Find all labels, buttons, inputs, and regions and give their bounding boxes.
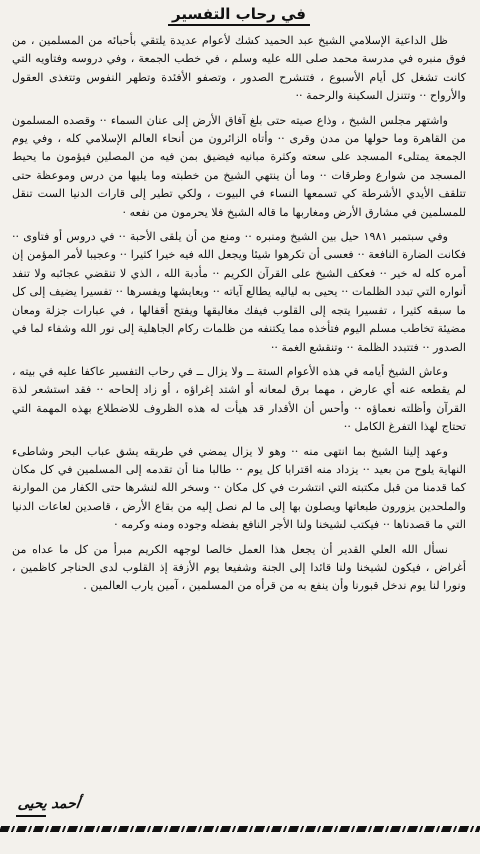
dashed-divider — [0, 826, 480, 832]
signature-underline — [16, 815, 46, 817]
page-title: في رحاب التفسير — [168, 5, 310, 26]
paragraph: ظل الداعية الإسلامي الشيخ عبد الحميد كشك لأعوام عديدة يلتقي بأحبائه من المسلمين ، من فوق منبره في مدرسة محمد صلى الله عليه وسلم ، في خطب الجمعة ، وفي دروسه وفتاويه التي كانت تشغل كل أيام الأسبوع ، فتنشرح الصدور ، وتصفو الأفئدة وتطهر النفوس وتتغذى العقول والأرواح ·· وتتنزل السكينة والرحمة ·· — [12, 34, 466, 103]
paragraph: وعاش الشيخ أيامه في هذه الأعوام الستة ــ ولا يزال ــ في رحاب التفسير عاكفا عليه في بيته ، لم يقطعه عنه أي عارض ، مهما برق لمعانه أو اشتد إغراؤه ، أو زاد إلحاحه ·· فقد استشعر لذة القرآن وأظلته نعماؤه ·· وأحس أن الأقدار قد هيأت له هذه الظروف للاضطلاع بهذه المهمة التي تحتاج لهذا التفرغ الكامل ·· — [12, 364, 466, 434]
paragraph: واشتهر مجلس الشيخ ، وذاع صيته حتى بلغ آفاق الأرض إلى عنان السماء ·· وقصده المسلمون من القاهرة وما حولها من مدن وقرى ·· وأتاه الزائرون من أنحاء العالم الإسلامي كله ، وفي يوم الجمعة يمتلىء المسجد على سعته وكثرة مبانيه فيضيق بمن فيه من المصلين فيؤمون ما يحيط المسجد من شوارع وطرقات ·· وما أن ينتهي الشيخ من خطبته وما يليها من درس وموعظة حتى تتلقف الأيدي الأشرطة كي تسمعها النساء في البيوت ، ولكي تطير إلى قارات الدنيا الست تنقل للمسلمين في مشارق الأرض ومغاربها ما قاله الشيخ فلا يحرمون من نفعه · — [12, 113, 466, 219]
paragraph: وعهد إلينا الشيخ بما انتهى منه ·· وهو لا يزال يمضي في طريقه يشق عباب البحر وشاطىء النهاية يلوح من بعيد ·· يزداد منه اقترابا كل يوم ·· طالبا منا أن تقدمه إلى المسلمين في كل مكان كما قدمنا من قبل مكتبته التي انتشرت في كل مكان ·· وسخر الله لنشرها حتى الكفار من الموارنة والملحدين يزورون طبعاتها ويصلون بها إلى ما لم نصل إليه من بقاع الأرض ، قاصدين لعاعات الدنيا التي ما قصدناها ·· فيكتب لشيخنا ولنا الأجر النافع بفضله وجوده ومنه وكرمه · — [12, 444, 466, 532]
paragraph: نسأل الله العلي القدير أن يجعل هذا العمل خالصا لوجهه الكريم مبرأ من كل ما عداه من أغراض ، فيكون لشيخنا ولنا قائدا إلى الجنة وشفيعا يوم الأزفة إذ القلوب لدى الحناجر كاظمين ، ونورا لنا يوم ندخل قبورنا وأن ينفع به من قرأه من المسلمين ، آمين يارب العالمين . — [12, 542, 466, 593]
article-body — [12, 32, 466, 596]
author-signature: أحمد يحيى — [16, 796, 81, 812]
paragraph: وفي سبتمبر ١٩٨١ حيل بين الشيخ ومنبره ·· ومنع من أن يلقى الأحبة ·· في دروس أو فتاوى ·· فكانت الضارة النافعة ·· فعسى أن تكرهوا شيئا ويجعل الله فيه خيرا كثيرا ·· وعجيبا لأمر المؤمن إن أمره كله له خير ·· فعكف الشيخ على القرآن الكريم ·· مأدبة الله ، الذي لا تنقضي عجائبه ولا تنفد أنواره التي تبدد الظلمات ·· يحيى به لياليه يطالع آياته ·· ويعايشها ويفسرها ·· تفسيرا يضيف إلى كل ما سبقه كثيرا ، تفسيرا يتجه إلى القلوب فيفك مغاليقها ويفتح أقفالها ، في عبارات جزلة ومعان مضيئة تخاطب مسلم اليوم فتأخذه مما يكتنفه من ظلمات ركام الجاهلية إلى نور الله وشفاء لما في الصدور ·· فتتبدد الظلمة ·· وتنقشع الغمة ·· — [12, 230, 466, 354]
title-block — [12, 4, 466, 26]
